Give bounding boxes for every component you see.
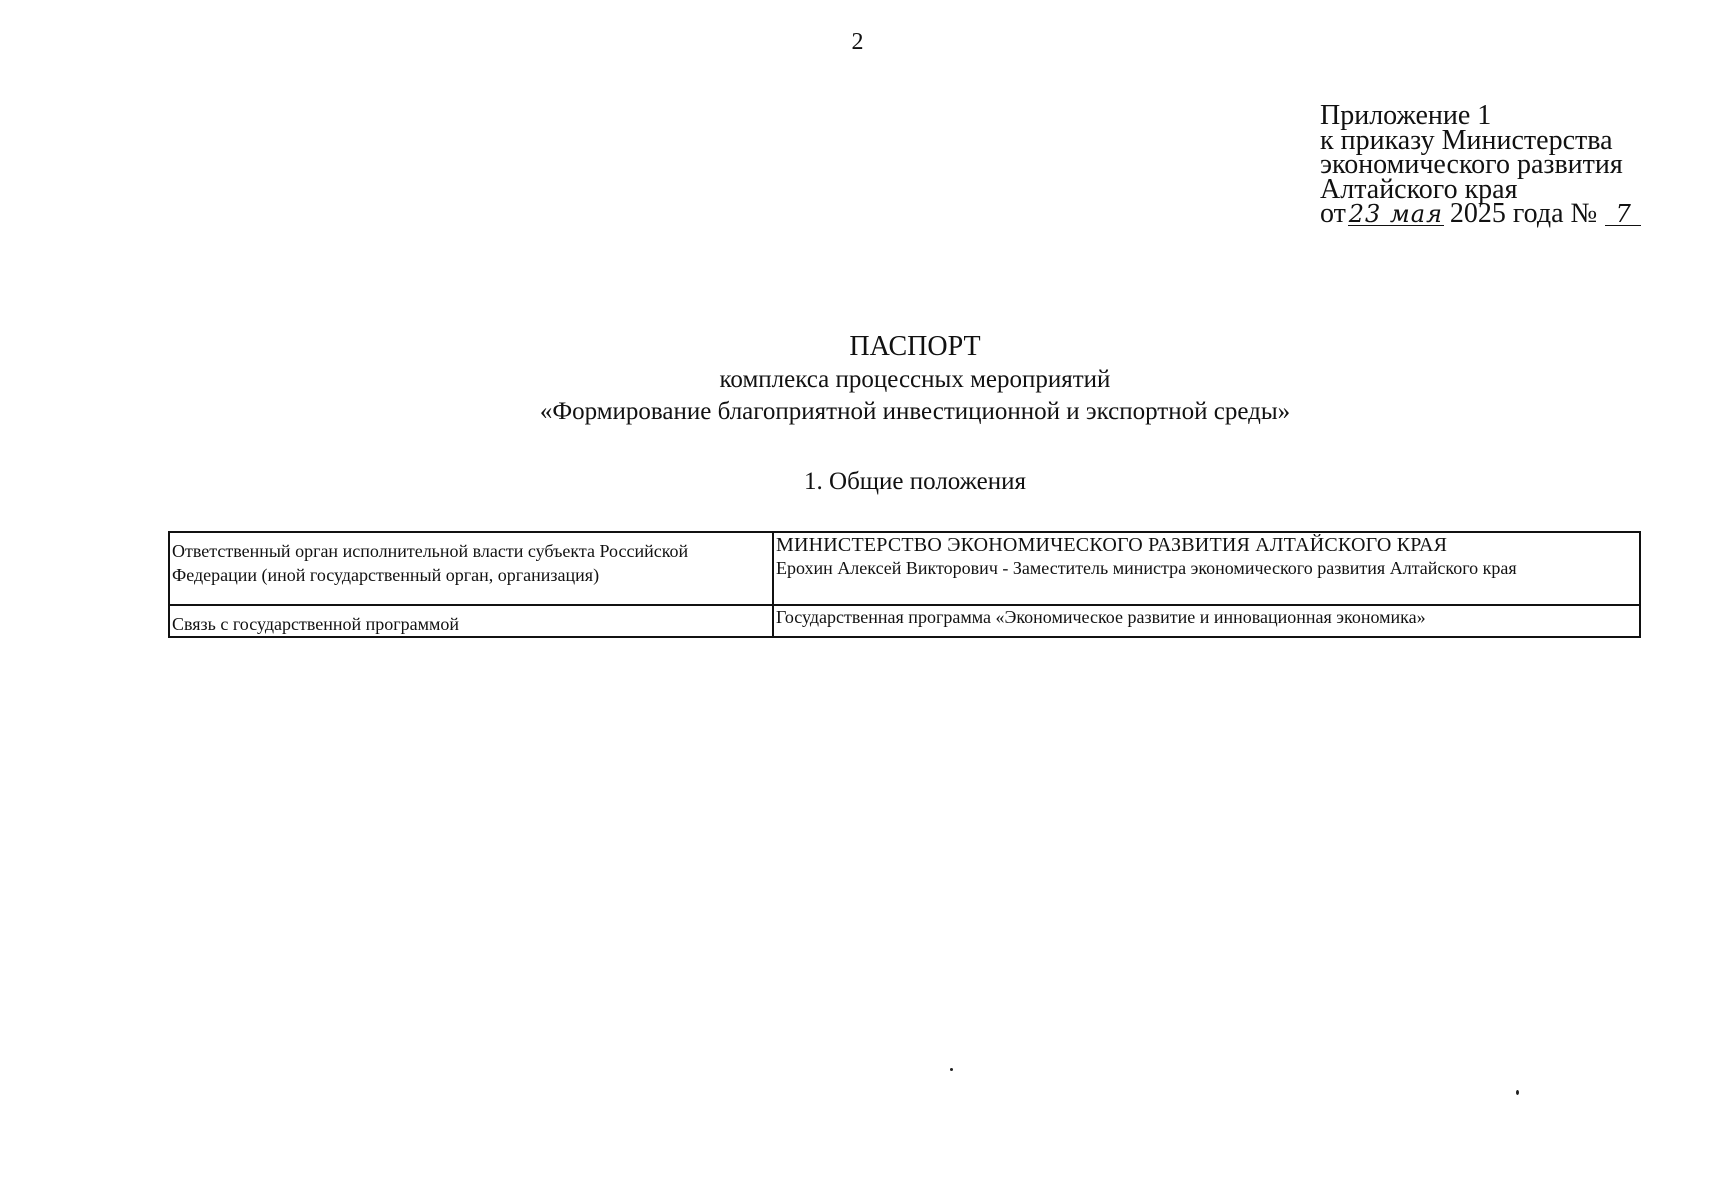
scan-speck bbox=[1516, 1090, 1519, 1095]
passport-name: «Формирование благоприятной инвестиционной и экспортной среды» bbox=[539, 398, 1291, 425]
handwritten-number: 7 bbox=[1605, 203, 1641, 226]
passport-title: ПАСПОРТ bbox=[849, 331, 981, 362]
table-row bbox=[169, 605, 1640, 637]
responsible-organization: МИНИСТЕРСТВО ЭКОНОМИЧЕСКОГО РАЗВИТИЯ АЛТАЙСКОГО КРАЯ bbox=[776, 534, 1448, 556]
appendix-line-4: Алтайского края bbox=[1320, 173, 1518, 205]
table-cell-label bbox=[169, 532, 773, 605]
handwritten-date: 23 мая bbox=[1348, 200, 1443, 228]
table-cell-value bbox=[773, 532, 1640, 605]
passport-header bbox=[0, 330, 1715, 428]
table-cell-label bbox=[169, 605, 773, 637]
state-program: Государственная программа «Экономическое развитие и инновационная экономика» bbox=[776, 607, 1426, 627]
section-title: 1. Общие положения bbox=[804, 468, 1026, 495]
appendix-line-1: Приложение 1 bbox=[1320, 100, 1492, 131]
row-label: Связь с государственной программой bbox=[172, 614, 460, 634]
date-suffix: 2025 года № bbox=[1449, 198, 1598, 229]
row-label: Ответственный орган исполнительной власти субъекта Российской Федерации (иной государственный орган, организация) bbox=[172, 541, 689, 585]
passport-subtitle: комплекса процессных мероприятий bbox=[719, 366, 1111, 393]
appendix-block bbox=[1320, 100, 1641, 229]
appendix-line-3: экономического развития bbox=[1320, 149, 1623, 180]
table-row bbox=[169, 532, 1640, 605]
scan-speck bbox=[950, 1068, 953, 1071]
table-cell-value bbox=[773, 605, 1640, 637]
appendix-line-2: к приказу Министерства bbox=[1320, 124, 1613, 156]
responsible-official: Ерохин Алексей Викторович - Заместитель министра экономического развития Алтайского края bbox=[776, 558, 1517, 578]
page-number: 2 bbox=[851, 29, 864, 55]
date-prefix: от bbox=[1320, 198, 1346, 229]
appendix-date-line bbox=[1320, 198, 1641, 229]
general-provisions-table bbox=[168, 531, 1641, 638]
